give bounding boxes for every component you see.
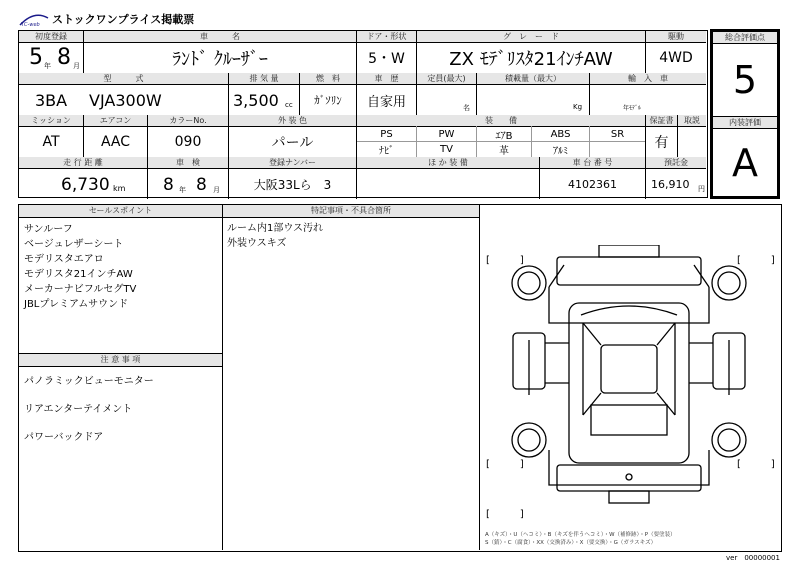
caution-list [24,375,154,445]
inspection-month-unit: 月 [213,186,220,194]
label-capacity: 定員(最大) [417,73,476,84]
first-reg-year-unit: 年 [44,62,51,70]
aircon: AAC [100,134,131,150]
bracket-front-left: [ ] [486,255,524,266]
label-sales-points: セールスポイント [19,205,222,217]
model-prefix: 3BA [35,91,68,110]
mileage-unit: km [113,184,126,193]
inspection-month: 8 [196,175,207,195]
label-model: 型 式 [19,73,228,84]
legend-line-2: S（錆）・C（腐食）・XX（交換済み）・X（要交換）・G（ガラスキズ） [485,540,657,546]
list-item: リアエンターテイメント [24,404,133,415]
label-total-score: 総合評価点 [713,32,777,43]
car-name: ﾗﾝﾄﾞ ｸﾙｰｻﾞｰ [172,49,268,70]
label-mileage: 走 行 距 離 [19,157,147,168]
list-item: モデリスタエアロ [24,254,104,265]
list-item: モデリスタ21インチAW [24,269,133,280]
bracket-bottom: [ ] [486,509,524,520]
deposit: 16,910 [651,178,690,191]
label-warranty: 保証書 [646,115,677,126]
displacement: 3,500 [233,91,279,110]
equip-tv: TV [440,144,453,155]
equip-sr: SR [610,128,625,140]
load-unit: Kg [573,103,583,111]
equip-alloy: ｱﾙﾐ [553,146,568,157]
label-other-equip: ほ か 装 備 [357,157,539,168]
displacement-unit: cc [285,101,293,109]
legend-line-1: A（キズ）・U（ヘコミ）・B（キズを伴うヘコミ）・W（補修跡）・P（要塗装） [485,532,676,538]
exterior-color: パール [271,135,314,151]
first-reg-month: 8 [57,45,71,70]
warranty-value: 有 [654,135,669,151]
label-plate: 登録ナンバー [229,157,356,168]
first-reg-year: 5 [29,45,43,70]
label-doors: ドア・形状 [357,31,416,42]
import-note: 年ﾓﾃﾞﾙ [623,105,642,112]
logo [18,12,50,28]
drive: 4WD [659,50,693,66]
mission: AT [42,134,60,150]
capacity-unit: 名 [463,104,470,112]
logo-text: TC-web [21,22,40,28]
label-notes: 特記事項・不具合箇所 [223,205,479,217]
list-item: パノラミックビューモニター [24,376,154,387]
label-manual: 取説 [678,115,706,126]
list-item: サンルーフ [24,224,73,235]
label-aircon: エアコン [84,115,147,126]
doors: 5・W [368,51,405,67]
inspection-year-unit: 年 [179,186,186,194]
bracket-rear-left: [ ] [486,459,524,470]
label-grade: グ レ ー ド [417,31,645,42]
plate-number: 大阪33Lら 3 [253,177,332,192]
label-history: 車 歴 [357,73,416,84]
label-interior-score: 内装評価 [713,117,777,128]
label-color-no: カラーNo. [148,115,228,126]
version: ver 00000001 [726,554,780,562]
car-damage-diagram [509,245,749,507]
bracket-front-right: [ ] [737,255,775,266]
grade: ZX ﾓﾃﾞﾘｽﾀ21ｲﾝﾁAW [449,49,613,70]
evaluation-box [710,29,780,199]
label-load: 積載量（最大） [477,73,589,84]
label-equipment: 装 備 [357,115,645,126]
label-import: 輸 入 車 [590,73,706,84]
equip-navi: ﾅﾋﾞ [379,146,394,157]
notes-list [227,221,323,251]
info-table [18,30,708,198]
total-score: 5 [732,58,758,102]
equip-pw: PW [438,128,455,140]
equip-airbag: ｴｱB [495,130,513,142]
label-deposit: 預託金 [646,157,706,168]
lower-section [18,204,782,552]
label-displacement: 排 気 量 [229,73,299,84]
equip-abs: ABS [550,128,571,140]
equip-ps: PS [380,128,393,140]
label-inspection: 車 検 [148,157,228,168]
list-item: ルーム内1部ウス汚れ [227,223,324,234]
label-drive: 駆動 [646,31,706,42]
label-exterior: 外 装 色 [229,115,356,126]
bracket-rear-right: [ ] [737,459,775,470]
damage-legend [485,531,676,547]
mileage: 6,730 [61,175,110,195]
label-fuel: 燃 料 [300,73,356,84]
first-reg-month-unit: 月 [73,62,80,70]
list-item: ベージュレザーシート [24,239,124,250]
fuel: ｶﾞｿﾘﾝ [314,94,342,107]
label-car-name: 車 名 [84,31,356,42]
label-first-reg: 初度登録 [19,31,83,42]
deposit-unit: 円 [698,185,705,193]
label-chassis: 車 台 番 号 [540,157,645,168]
inspection-year: 8 [163,175,174,195]
list-item: パワーバックドア [24,432,104,443]
list-item: JBLプレミアムサウンド [24,299,129,310]
label-mission: ミッション [19,115,83,126]
document-title: ストックワンプライス掲載票 [52,13,195,26]
sales-points-list [24,222,136,312]
list-item: メーカーナビフルセグTV [24,284,137,295]
equip-leather: 革 [499,146,509,157]
model-code: VJA300W [89,91,162,110]
interior-score: A [732,140,758,185]
color-no: 090 [174,134,202,150]
chassis-number: 4102361 [568,177,617,191]
history: 自家用 [366,94,406,110]
label-caution: 注 意 事 項 [19,354,222,366]
list-item: 外装ウスキズ [227,238,287,249]
